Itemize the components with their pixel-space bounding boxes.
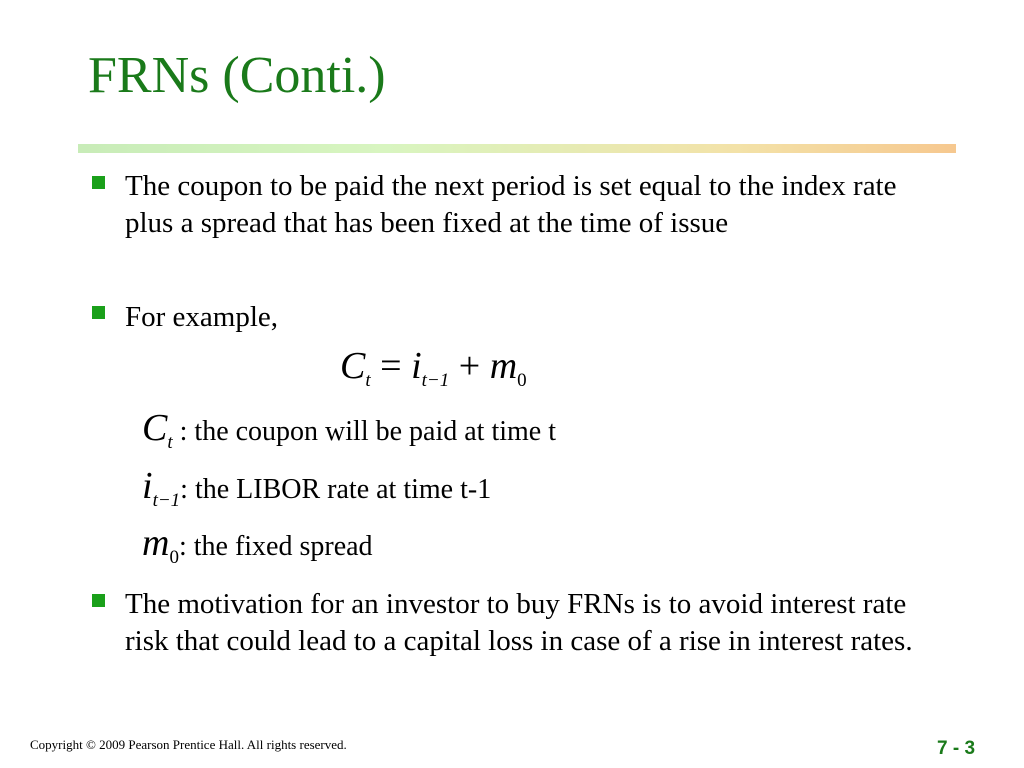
def-spread-text: : the fixed spread (178, 531, 373, 562)
def-coupon-subscript: t (167, 432, 173, 453)
def-index-text: : the LIBOR rate at time t-1 (180, 474, 492, 505)
eq-spread-subscript: 0 (517, 370, 527, 391)
bullet-text-example: For example, (125, 301, 279, 333)
definition-spread (142, 522, 373, 576)
page-number: 7 - 3 (937, 738, 976, 759)
title-divider (78, 144, 956, 153)
eq-coupon-symbol: C (340, 345, 366, 387)
eq-plus: + (458, 345, 481, 387)
eq-spread-symbol: m (489, 345, 518, 387)
def-coupon-text: : the coupon will be paid at time t (179, 416, 556, 447)
eq-equals: = (380, 345, 402, 387)
copyright-notice: Copyright © 2009 Pearson Prentice Hall. All rights reserved. (30, 737, 347, 752)
bullet-marker (92, 594, 105, 607)
bullet-marker (92, 176, 105, 189)
bullet-text-coupon: The coupon to be paid the next period is set equal to the index rate plus a spread that has been fixed at the time of issue (125, 170, 897, 239)
definition-index (142, 465, 492, 519)
def-coupon-symbol: C (142, 407, 168, 449)
equation (340, 344, 527, 403)
def-index-subscript: t−1 (152, 490, 181, 511)
eq-index-symbol: i (411, 345, 422, 387)
eq-coupon-subscript: t (365, 370, 371, 391)
def-spread-subscript: 0 (169, 547, 179, 568)
slide-title: FRNs (Conti.) (88, 47, 386, 104)
bullet-marker (92, 306, 105, 319)
eq-index-subscript: t−1 (421, 370, 450, 391)
def-spread-symbol: m (142, 522, 170, 564)
bullet-text-motivation: The motivation for an investor to buy FRNs is to avoid interest rate risk that could lead to a capital loss in case of a rise in interest rates. (125, 588, 913, 657)
def-index-symbol: i (142, 465, 153, 507)
definition-coupon (142, 407, 556, 461)
